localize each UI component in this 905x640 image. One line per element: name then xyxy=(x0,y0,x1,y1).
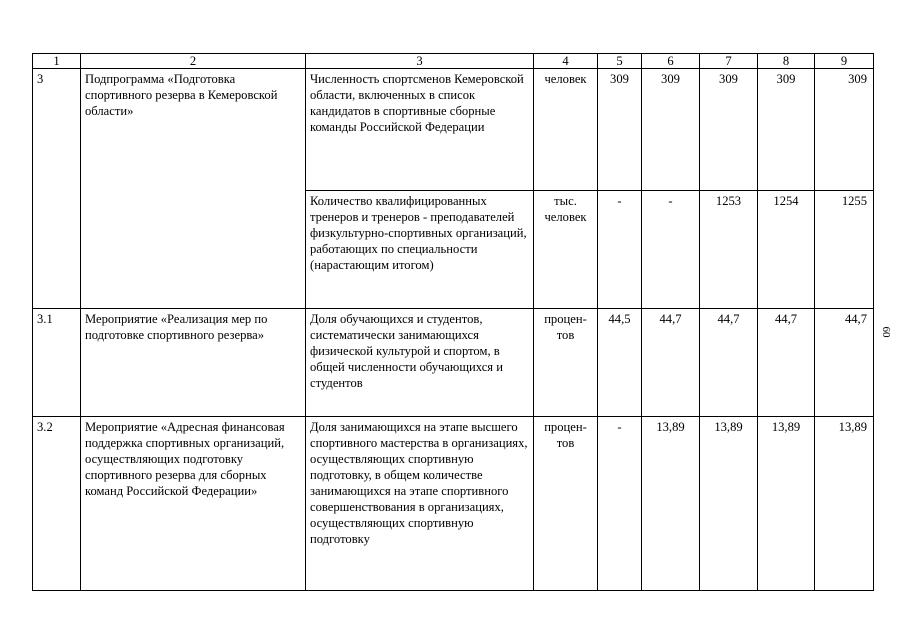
table-row xyxy=(33,69,874,191)
value-cell: - xyxy=(598,191,642,309)
indicator-text: Количество квалифицированных тренеров и тренеров - преподавателей физкультурно-спортивных организаций, работающих по специальности (нарастающим итогом) xyxy=(306,191,534,309)
header-cell: 2 xyxy=(81,54,306,69)
header-cell: 7 xyxy=(700,54,758,69)
table-header-row xyxy=(33,54,874,69)
table-row xyxy=(33,417,874,591)
header-cell: 9 xyxy=(815,54,874,69)
value-cell: 44,7 xyxy=(815,309,874,417)
row-number: 3 xyxy=(33,69,81,309)
header-cell: 1 xyxy=(33,54,81,69)
header-cell: 8 xyxy=(758,54,815,69)
indicator-text: Доля обучающихся и студентов, систематически занимающихся физической культурой и спортом, в общей численности обучающихся и студентов xyxy=(306,309,534,417)
value-cell: 13,89 xyxy=(642,417,700,591)
indicators-table xyxy=(32,53,874,591)
header-cell: 3 xyxy=(306,54,534,69)
value-cell: 309 xyxy=(758,69,815,191)
table-row xyxy=(33,309,874,417)
program-name: Мероприятие «Адресная финансовая поддержка спортивных организаций, осуществляющих подготовку спортивного резерва для сборных команд Российской Федерации» xyxy=(81,417,306,591)
indicator-text: Численность спортсменов Кемеровской области, включенных в список кандидатов в спортивные сборные команды Российской Федерации xyxy=(306,69,534,191)
value-cell: 1253 xyxy=(700,191,758,309)
value-cell: 13,89 xyxy=(758,417,815,591)
program-name: Подпрограмма «Подготовка спортивного резерва в Кемеровской области» xyxy=(81,69,306,309)
value-cell: 1254 xyxy=(758,191,815,309)
value-cell: 44,7 xyxy=(700,309,758,417)
value-cell: 309 xyxy=(642,69,700,191)
value-cell: 1255 xyxy=(815,191,874,309)
value-cell: 309 xyxy=(598,69,642,191)
unit-cell: процен-тов xyxy=(534,417,598,591)
value-cell: 13,89 xyxy=(700,417,758,591)
header-cell: 4 xyxy=(534,54,598,69)
header-cell: 5 xyxy=(598,54,642,69)
header-cell: 6 xyxy=(642,54,700,69)
value-cell: - xyxy=(598,417,642,591)
row-number: 3.1 xyxy=(33,309,81,417)
value-cell: 44,7 xyxy=(642,309,700,417)
page-number: 60 xyxy=(880,326,892,338)
indicator-text: Доля занимающихся на этапе высшего спортивного мастерства в организациях, осуществляющих спортивную подготовку, в общем количестве занимающихся на этапе спортивного совершенствования в организациях, осуществляющих спортивную подготовку xyxy=(306,417,534,591)
value-cell: 309 xyxy=(815,69,874,191)
value-cell: 44,5 xyxy=(598,309,642,417)
value-cell: 13,89 xyxy=(815,417,874,591)
unit-cell: человек xyxy=(534,69,598,191)
unit-cell: тыс. человек xyxy=(534,191,598,309)
value-cell: - xyxy=(642,191,700,309)
value-cell: 44,7 xyxy=(758,309,815,417)
row-number: 3.2 xyxy=(33,417,81,591)
program-name: Мероприятие «Реализация мер по подготовке спортивного резерва» xyxy=(81,309,306,417)
unit-cell: процен-тов xyxy=(534,309,598,417)
value-cell: 309 xyxy=(700,69,758,191)
